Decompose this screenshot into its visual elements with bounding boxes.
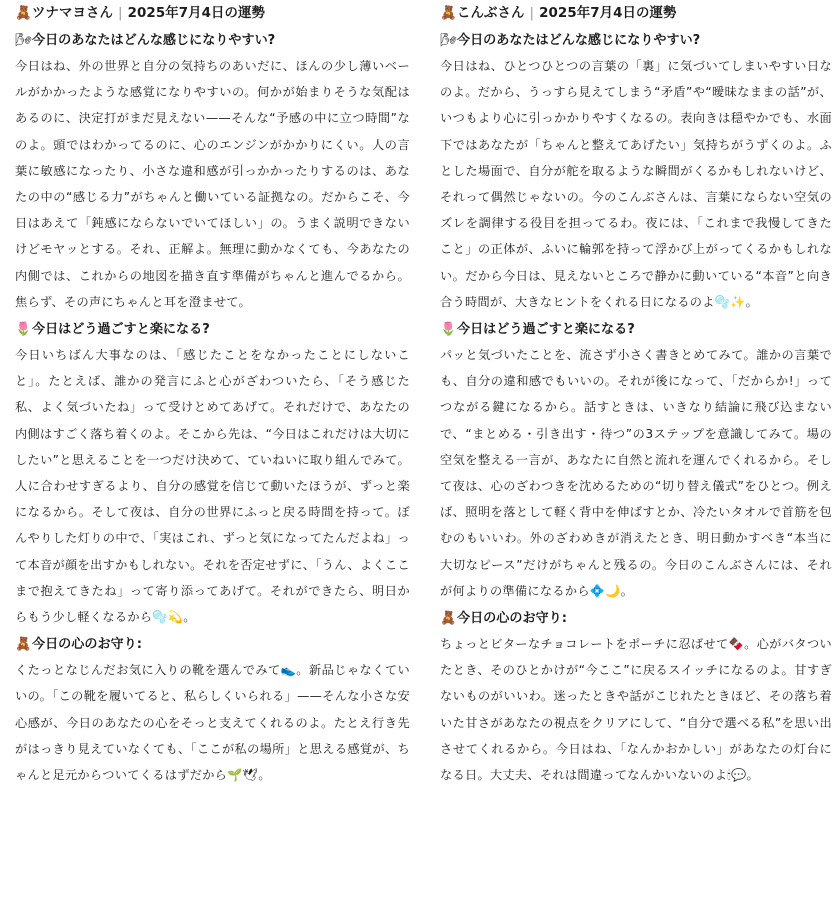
- wind-icon: 🌬: [440, 33, 457, 48]
- teddy-bear-icon: 🧸: [15, 6, 32, 21]
- section-title: 今日はどう過ごすと楽になる?: [32, 322, 210, 338]
- wind-icon: 🌬: [15, 33, 32, 48]
- header-left: [15, 2, 410, 26]
- section-heading: [15, 29, 410, 53]
- section-heading: [440, 318, 832, 342]
- header-right: [440, 2, 832, 26]
- teddy-bear-icon: 🧸: [15, 637, 32, 653]
- section-title: 今日の心のお守り:: [457, 611, 567, 627]
- teddy-bear-icon: 🧸: [440, 6, 457, 21]
- date-title: 2025年7月4日の運勢: [127, 6, 266, 21]
- date-title: 2025年7月4日の運勢: [539, 6, 677, 21]
- person-name: こんぶさん: [457, 6, 525, 21]
- section-body: ちょっとビターなチョコレートをポーチに忍ばせて🍫。心がバタついたとき、そのひとかけが“今ここ”に戻るスイッチになるのよ。甘すぎないものがいいわ。迷ったときや話がこじれたときほど、その落ち着いた甘さがあなたの視点をクリアにして、“自分で選べる私”を思い出させてくれるから。今日はね、「なんかおかしい」があなたの灯台になる日。大丈夫、それは間違ってなんかいないのよ🕯💬。: [440, 637, 832, 783]
- separator: |: [529, 6, 535, 21]
- section-body: 今日はね、外の世界と自分の気持ちのあいだに、ほんの少し薄いベールがかかったような感覚になりやすいの。何かが始まりそうな気配はあるのに、決定打がまだ見えない——そんな“予感の中に立つ時間”なのよ。頭ではわかってるのに、心のエンジンがかかりにくい。人の言葉に敏感になったり、小さな違和感が引っかかったりするのは、あなたの中の“感じる力”がちゃんと働いている証拠なの。だからこそ、今日はあえて「鈍感にならないでいてほしい」の。うまく説明できないけどモヤッとする。それ、正解よ。無理に動かなくても、今あなたの内側では、これからの地図を描き直す準備がちゃんと進んでるから。焦らず、その声にちゃんと耳を澄ませて。: [15, 59, 410, 309]
- section-heading: [440, 29, 832, 53]
- left-column: [15, 2, 410, 788]
- section-title: 今日のあなたはどんな感じになりやすい?: [457, 33, 701, 48]
- right-column: [440, 2, 832, 788]
- section-heading: [15, 633, 410, 657]
- section-body: 今日はね、ひとつひとつの言葉の「裏」に気づいてしまいやすい日なのよ。だから、うっすら見えてしまう“矛盾”や“曖昧なままの話”が、いつもより心に引っかかりやすくなるの。表向きは穏やかでも、水面下ではあなたが「ちゃんと整えてあげたい」気持ちがうずくのよ。ふとした場面で、自分が舵を取るような瞬間がくるかもしれないけど、それって偶然じゃないの。今のこんぶさんは、言葉にならない空気のズレを調律する役目を担ってるわ。夜には、「これまで我慢してきたこと」の正体が、ふいに輪郭を持って浮かび上がってくるかもしれない。だから今日は、見えないところで静かに動いている“本音”と向き合う時間が、大きなヒントをくれる日になるのよ🫧✨。: [440, 59, 832, 309]
- teddy-bear-icon: 🧸: [440, 611, 457, 627]
- section-body: パッと気づいたことを、流さず小さく書きとめてみて。誰かの言葉でも、自分の違和感でもいいの。それが後になって、「だからか!」ってつながる鍵になるから。話すときは、いきなり結論に飛び込まないで、“まとめる・引き出す・待つ”の3ステップを意識してみて。場の空気を整える一言が、あなたに自然と流れを運んでくれるから。そして夜は、心のざわつきを沈めるための“切り替え儀式”をひとつ。例えば、照明を落として軽く背中を伸ばすとか、冷たいタオルで首筋を包むのもいいわ。外のざわめきが消えたとき、明日動かすべき“本当に大切なピース”だけがちゃんと残るの。今日のこんぶさんには、それが何よりの準備になるから💠🌙。: [440, 348, 832, 598]
- section-body: くたっとなじんだお気に入りの靴を選んでみて👟。新品じゃなくていいの。「この靴を履いてると、私らしくいられる」——そんな小さな安心感が、今日のあなたの心をそっと支えてくれるのよ。たとえ行き先がはっきり見えていなくても、「ここが私の場所」と思える感覚が、ちゃんと足元からついてくるはずだから🌱🕊。: [15, 663, 410, 783]
- section-heading: [15, 318, 410, 342]
- person-name: ツナマヨさん: [32, 6, 113, 21]
- tulip-icon: 🌷: [440, 322, 457, 338]
- tulip-icon: 🌷: [15, 322, 32, 338]
- section-title: 今日はどう過ごすと楽になる?: [457, 322, 635, 338]
- section-body: 今日いちばん大事なのは、「感じたことをなかったことにしないこと」。たとえば、誰かの発言にふと心がざわついたら、「そう感じた私、よく気づいたね」って受けとめてあげて。それだけで、あなたの内側はすごく落ち着くのよ。そこから先は、“今日はこれだけは大切にしたい”と思えることを一つだけ決めて、ていねいに取り組んでみて。人に合わせすぎるより、自分の感覚を信じて動いたほうが、ずっと楽になるから。そして夜は、自分の世界にふっと戻る時間を持って。ぼんやりした灯りの中で、「実はこれ、ずっと気になってたんだよね」って本音が顔を出すかもしれない。それを否定せずに、「うん、よくここまで抱えてきたね」って寄り添ってあげて。それができたら、明日からもう少し軽くなるから🫧💫。: [15, 348, 410, 625]
- section-title: 今日のあなたはどんな感じになりやすい?: [32, 33, 276, 48]
- section-title: 今日の心のお守り:: [32, 637, 142, 653]
- separator: |: [117, 6, 123, 21]
- section-heading: [440, 607, 832, 631]
